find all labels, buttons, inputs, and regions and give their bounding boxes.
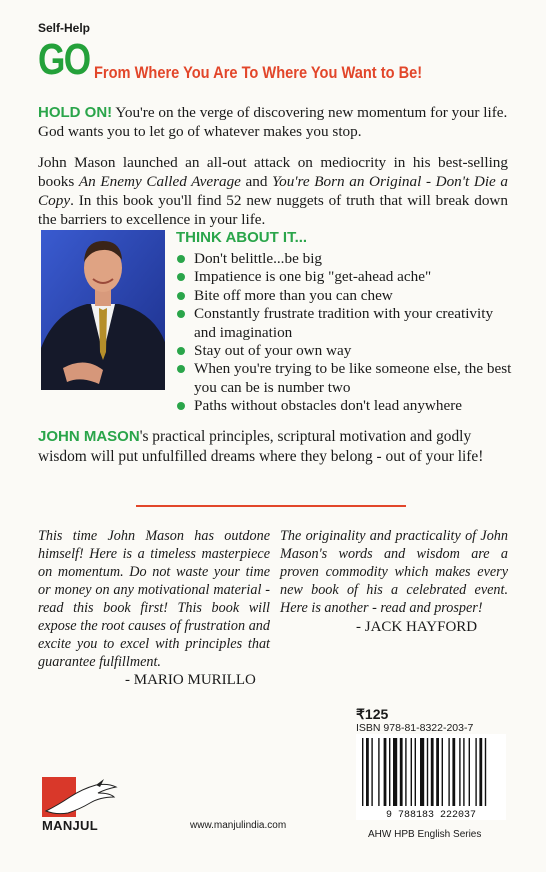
title-word: GO <box>38 35 90 84</box>
publisher-name: MANJUL <box>42 818 98 833</box>
intro-paragraph <box>38 153 508 229</box>
list-item: Constantly frustrate tradition with your creativity and imagination <box>176 305 516 342</box>
list-item: When you're trying to be like someone else, the best you can be is number two <box>176 360 516 397</box>
barcode-number: 9 788183 222037 <box>385 810 477 820</box>
list-item: Bite off more than you can chew <box>176 287 516 305</box>
think-about-it-heading: THINK ABOUT IT... <box>176 229 308 246</box>
series-label: AHW HPB English Series <box>368 829 482 840</box>
book-title-1: An Enemy Called Average <box>78 173 241 190</box>
author-photo <box>41 230 165 390</box>
intro-text-2: and <box>240 173 273 190</box>
hold-on-lead: HOLD ON! <box>38 104 113 121</box>
isbn: ISBN 978-81-8322-203-7 <box>356 722 474 734</box>
website: www.manjulindia.com <box>190 820 287 831</box>
category-label: Self-Help <box>38 21 91 35</box>
practical-text: 's practical principles, scriptural motivation and godly wisdom will put unfulfilled dreams where they belong - out of your life! <box>38 428 484 465</box>
hold-on-paragraph <box>38 103 508 141</box>
list-item: Paths without obstacles don't lead anywhere <box>176 397 516 415</box>
intro-text-1: John Mason launched an all-out attack on mediocrity in his best-selling books <box>38 154 508 190</box>
intro-text-3: . In this book you'll find 52 new nuggets of truth that will break down the barriers to excellence in your life. <box>38 192 508 228</box>
practical-paragraph <box>38 427 508 467</box>
quote-2-text: The originality and practicality of John Mason's words and wisdom are a proven commodity which makes every new book of his a celebrated event. Here is another - read and prosper! <box>280 528 508 616</box>
list-item: Impatience is one big "get-ahead ache" <box>176 268 516 286</box>
price: ₹125 <box>356 706 389 722</box>
list-item: Don't belittle...be big <box>176 250 516 268</box>
book-title-2: You're Born an Original - Don't Die a Copy <box>38 173 508 209</box>
divider <box>136 505 406 507</box>
list-item: Stay out of your own way <box>176 342 516 360</box>
barcode <box>356 734 506 820</box>
tagline: From Where You Are To Where You Want to Be! <box>94 63 423 82</box>
think-about-it-list <box>176 250 516 416</box>
quote-1-text: This time John Mason has outdone himself! Here is a timeless masterpiece on momentum. Do not waste your time or money on any motivational material - read this book first! This book will expose the root causes of frustration and excite you to excel with principles that guarantee fulfillment. <box>38 528 270 670</box>
author-name: JOHN MASON <box>38 428 140 445</box>
hold-on-text: You're on the verge of discovering new momentum for your life. God wants you to let go of whatever makes you stop. <box>38 104 508 140</box>
quote-2-author: - JACK HAYFORD <box>356 619 478 635</box>
quote-1-author: - MARIO MURILLO <box>125 672 256 688</box>
